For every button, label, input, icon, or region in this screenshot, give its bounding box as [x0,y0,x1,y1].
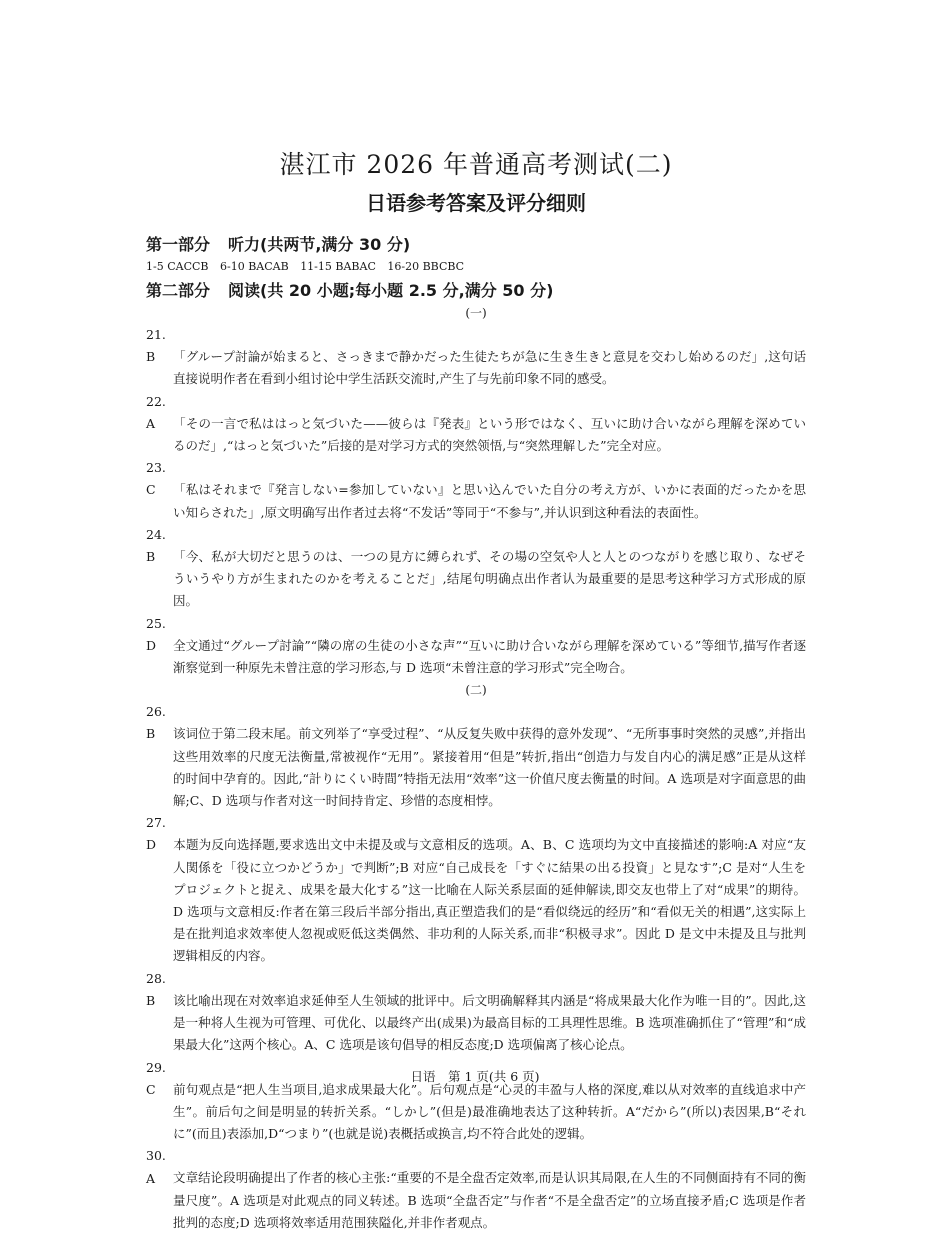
answer-item-24 [146,524,806,613]
answer-item-25 [146,613,806,680]
part2-heading-detail: 阅读(共 20 小题;每小题 2.5 分,满分 50 分) [228,281,554,300]
part1-heading-label: 第一部分 [146,235,211,254]
answer-item-26 [146,701,806,812]
item-number: 30. A [146,1148,166,1186]
item-explanation: 文章结论段明确提出了作者的核心主张:“重要的不是全盘否定效率,而是认识其局限,在人生的不同侧面持有不同的衡量尺度”。A 选项是对此观点的同义转述。B 选项“全盘否定”与作者“不是全盘否定”的立场直接矛盾;C 选项是作者批判的态度;D 选项将效率适用范围狭隘化,并非作者观点。 [173,1170,806,1230]
answer-group: 16-20 BBCBC [387,260,465,273]
item-number: 26. B [146,704,166,742]
answer-group: 6-10 BACAB [220,260,289,273]
answer-item-27 [146,812,806,967]
answer-item-22 [146,391,806,458]
item-explanation: 前句观点是“把人生当项目,追求成果最大化”。后句观点是“心灵的丰盈与人格的深度,难以从对效率的直线追求中产生”。前后句之间是明显的转折关系。“しかし”(但是)最准确地表达了这种转折。A“だから”(所以)表因果,B“それに”(而且)表添加,D“つまり”(也就是说)表概括或换言,均不符合此处的逻辑。 [173,1081,806,1142]
item-number: 29. C [146,1059,166,1097]
part1-heading-detail: 听力(共两节,满分 30 分) [228,235,411,254]
item-number: 23. C [146,460,166,498]
item-explanation: 全文通过“グループ討論”“隣の席の生徒の小さな声”“互いに助け合いながら理解を深めている”等细节,描写作者逐渐察觉到一种原先未曾注意的学习形态,与 D 选项“未曾注意的学习形式”完全吻合。 [173,637,806,676]
part2-heading-label: 第二部分 [146,281,211,300]
item-explanation: 「今、私が大切だと思うのは、一つの見方に縛られず、その場の空気や人と人とのつながりを感じ取り、なぜそういうやり方が生まれたのかを考えることだ」,结尾句明确点出作者认为最重要的是思考这种学习方式形成的原因。 [173,549,806,609]
item-number: 27. D [146,815,166,853]
part2-heading [146,280,806,302]
item-explanation: 「グループ討論が始まると、さっきまで静かだった生徒たちが急に生き生きと意見を交わし始めるのだ」,这句话直接说明作者在看到小组讨论中学生活跃交流时,产生了与先前印象不同的感受。 [173,349,806,387]
page-title: 湛江市 2026 年普通高考测试(二) [279,150,673,179]
answer-item-30 [146,1145,806,1234]
answer-item-23 [146,457,806,524]
item-number: 22. A [146,393,166,431]
item-number: 21. B [146,327,166,365]
page-footer: 日语 第 1 页(共 6 页) [410,1069,540,1084]
answer-item-28 [146,968,806,1057]
item-explanation: 该词位于第二段末尾。前文列举了“享受过程”、“从反复失败中获得的意外发现”、“无所事事时突然的灵感”,并指出这些用效率的尺度无法衡量,常被视作“无用”。紧接着用“但是”转折,指出“创造力与发自内心的满足感”正是从这样的时间中孕育的。因此,“計りにくい時間”特指无法用“效率”这一价值尺度去衡量的时间。A 选项是对字面意思的曲解;C、D 选项与作者对这一时间持肯定、珍惜的态度相悖。 [173,726,806,809]
item-number: 24. B [146,526,166,565]
answer-group: 1-5 CACCB [146,260,209,273]
item-explanation: 「その一言で私ははっと気づいた——彼らは『発表』という形ではなく、互いに助け合いながら理解を深めているのだ」,“はっと気づいた”后接的是对学习方式的突然领悟,与“突然理解した”完全对应。 [173,415,806,454]
page-subtitle: 日语参考答案及评分细则 [366,191,586,215]
part1-answers [146,258,806,276]
item-explanation: 本题为反向选择题,要求选出文中未提及或与文意相反的选项。A、B、C 选项均为文中直接描述的影响:A 对应“友人関係を「役に立つかどうか」で判断”;B 对应“自己成長を「すぐに結果の出る投資」と見なす”;C 是对“人生をプロジェクトと捉え、成果を最大化する”这一比喻在人际关系层面的延伸解读,即交友也带上了对“成果”的期待。D 选项与文意相反:作者在第三段后半部分指出,真正塑造我们的是“看似绕远的经历”和“看似无关的相遇”,这实际上是在批判追求效率使人忽视或贬低这类偶然、非功利的人际关系,而非“积极寻求”。因此 D 是文中未提及且与批判逻辑相反的内容。 [173,837,806,964]
passage-1-label: (一) [465,306,487,320]
answer-item-21 [146,324,806,391]
item-number: 25. D [146,615,166,653]
passage-2-label: (二) [465,683,487,698]
item-explanation: 「私はそれまで『発言しない=参加していない』と思い込んでいた自分の考え方が、いかに表面的だったかを思い知らされた」,原文明确写出作者过去将“不发话”等同于“不参与”,并认识到这种看法的表面性。 [173,482,806,520]
part1-heading [146,234,806,256]
item-explanation: 该比喻出现在对效率追求延伸至人生领域的批评中。后文明确解释其内涵是“将成果最大化作为唯一目的”。因此,这是一种将人生视为可管理、可优化、以最终产出(成果)为最高目标的工具理性思维。B 选项准确抓住了“管理”和“成果最大化”这两个核心。A、C 选项是该句倡导的相反态度;D 选项偏离了核心论点。 [173,992,806,1053]
item-number: 28. B [146,970,166,1008]
answer-group: 11-15 BABAC [300,260,376,273]
